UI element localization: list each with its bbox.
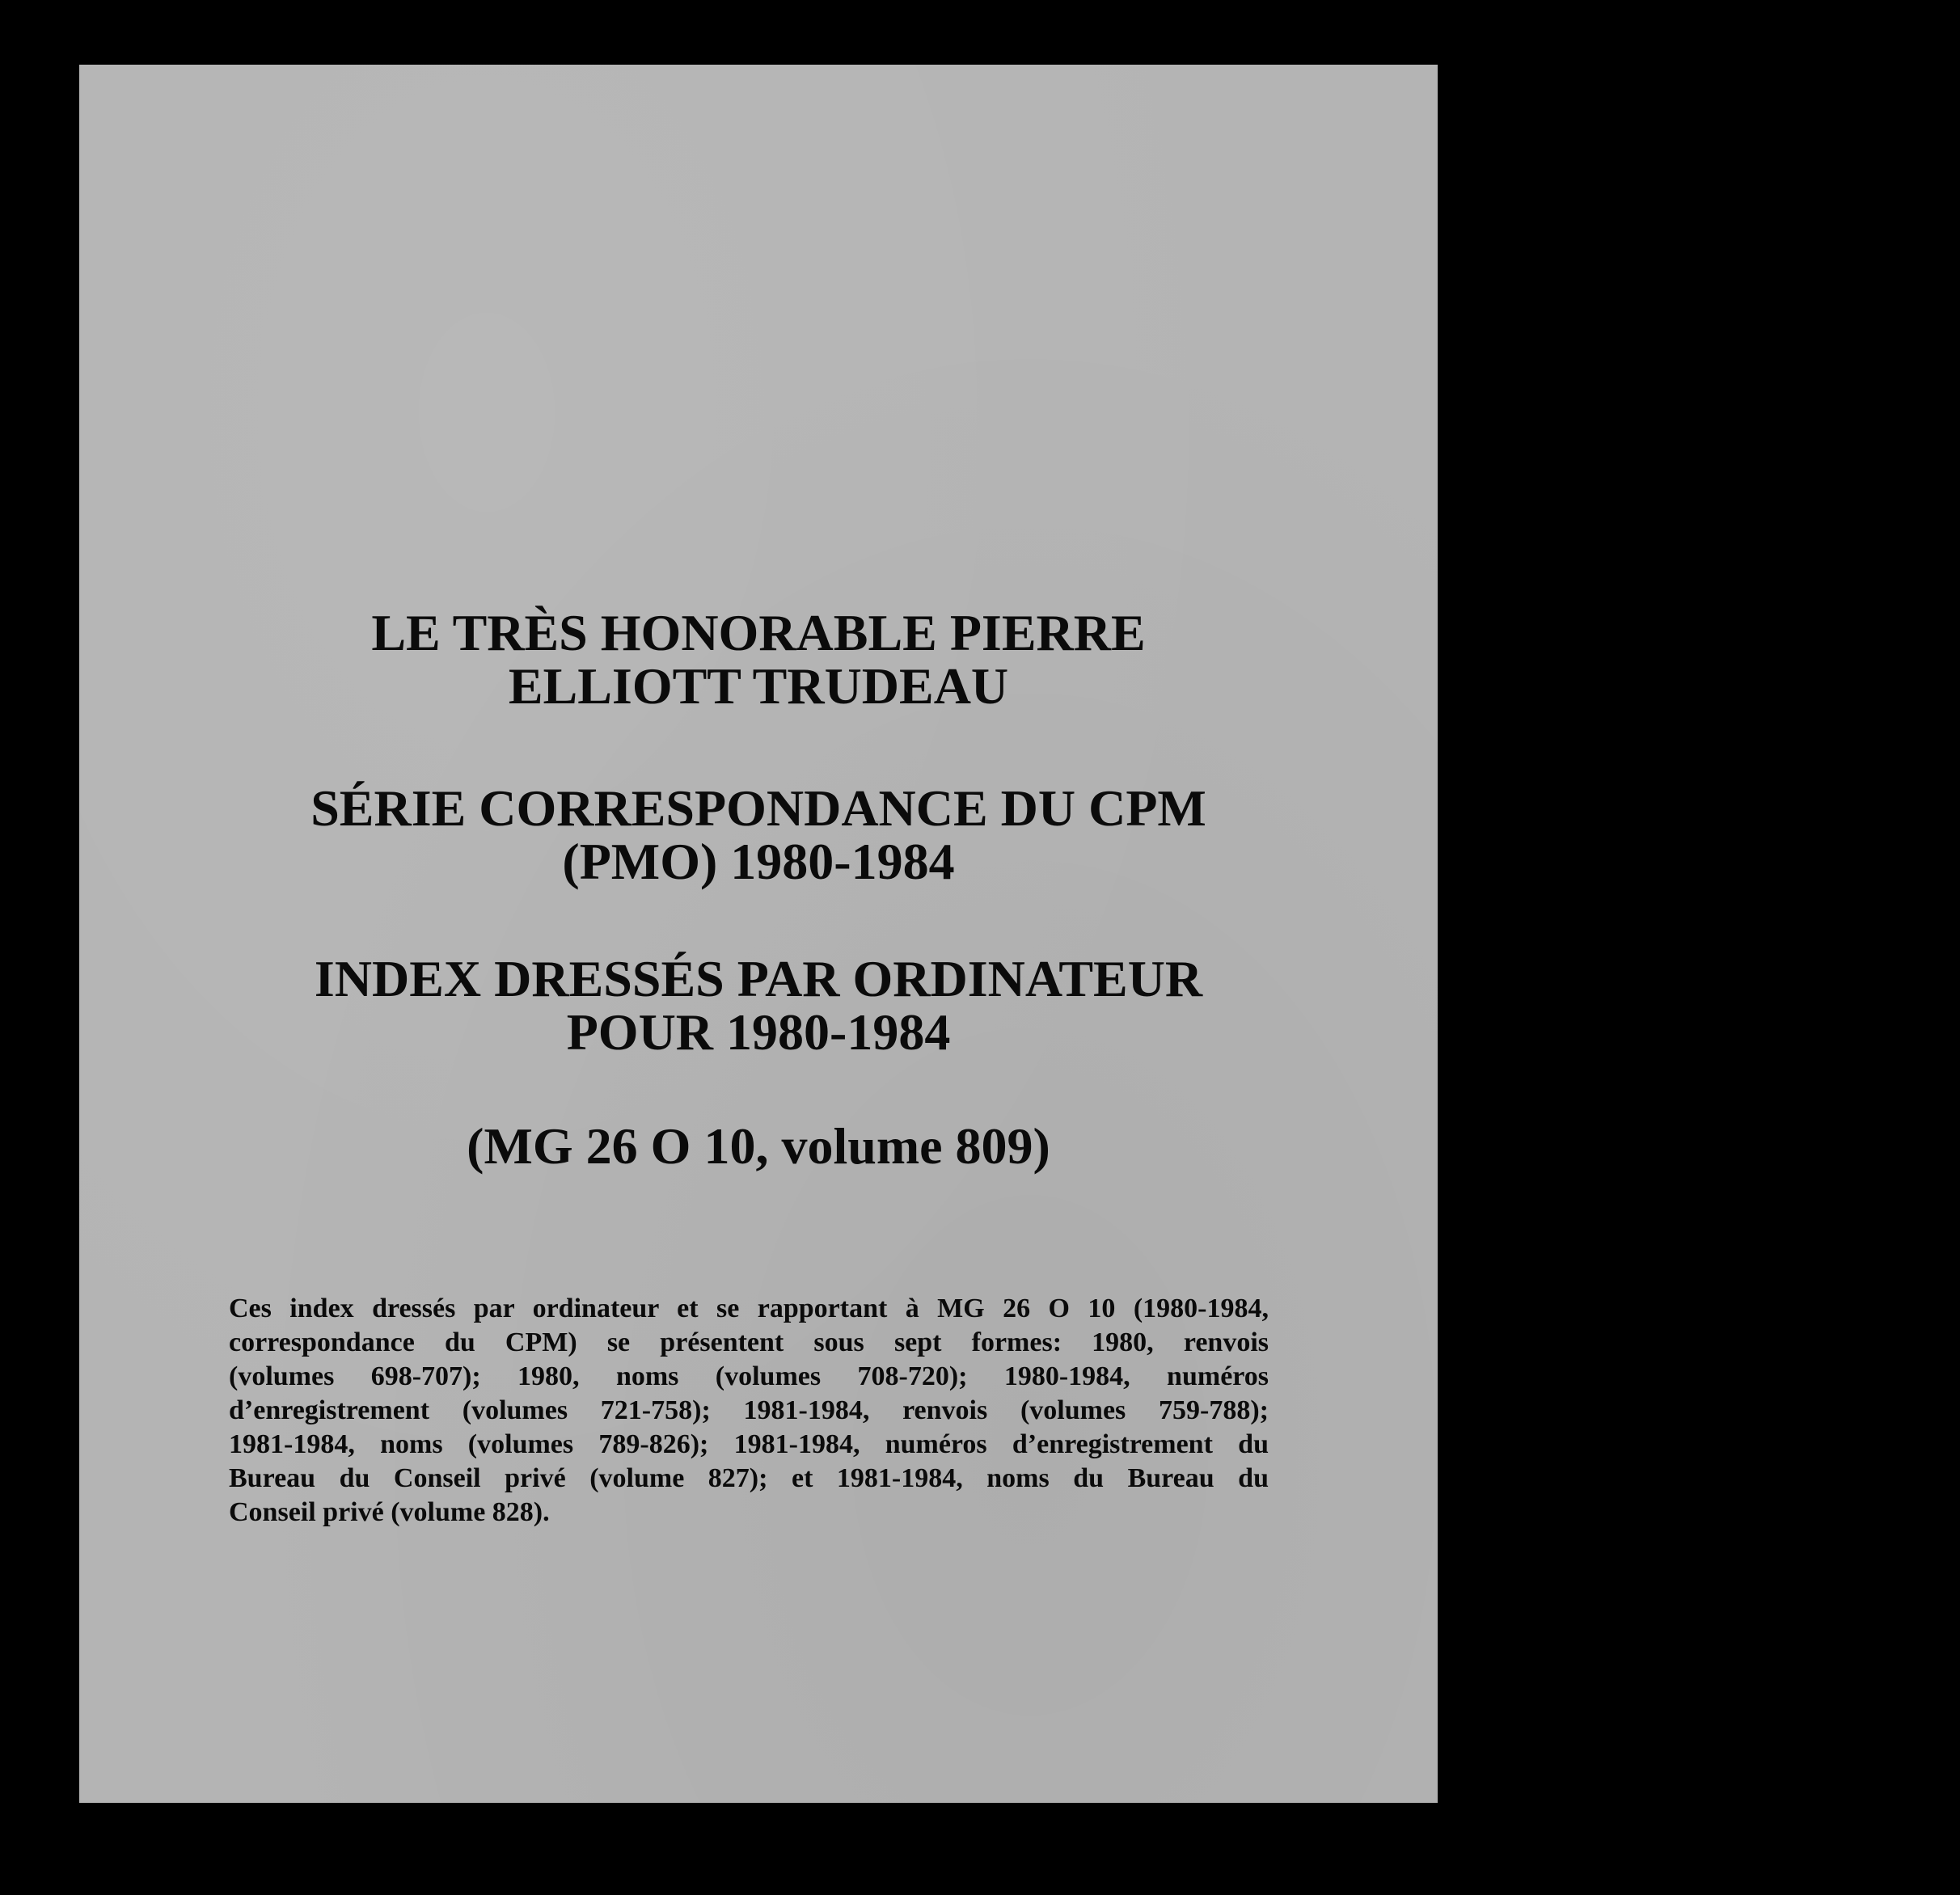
person-title xyxy=(79,606,1438,713)
index-title-line-1: INDEX DRESSÉS PAR ORDINATEUR xyxy=(314,950,1203,1007)
index-title xyxy=(79,952,1438,1059)
description-line: (volumes 698-707); 1980, noms (volumes 708-720); 1980-1984, numéros xyxy=(229,1361,1269,1391)
series-title-line-1: SÉRIE CORRESPONDANCE DU CPM xyxy=(310,779,1206,837)
description-line: Conseil privé (volume 828). xyxy=(229,1497,550,1527)
document-page xyxy=(79,65,1438,1803)
description-line: correspondance du CPM) se présentent sous sept formes: 1980, renvois xyxy=(229,1327,1269,1357)
person-title-line-2: ELLIOTT TRUDEAU xyxy=(508,657,1009,715)
series-title xyxy=(79,779,1438,890)
volume-reference-text: (MG 26 O 10, volume 809) xyxy=(467,1117,1050,1175)
series-title-line-2: (PMO) 1980-1984 xyxy=(562,833,955,890)
index-title-line-2: POUR 1980-1984 xyxy=(566,1003,951,1061)
description-line: 1981-1984, noms (volumes 789-826); 1981-1984, numéros d’enregistrement du xyxy=(229,1429,1269,1459)
description-line: d’enregistrement (volumes 721-758); 1981-1984, renvois (volumes 759-788); xyxy=(229,1395,1269,1425)
person-title-line-1: LE TRÈS HONORABLE PIERRE xyxy=(371,604,1146,661)
description-paragraph xyxy=(229,1292,1269,1530)
volume-reference xyxy=(79,1117,1438,1175)
description-line: Bureau du Conseil privé (volume 827); et 1981-1984, noms du Bureau du xyxy=(229,1463,1269,1493)
description-line: Ces index dressés par ordinateur et se rapportant à MG 26 O 10 (1980-1984, xyxy=(229,1294,1269,1323)
